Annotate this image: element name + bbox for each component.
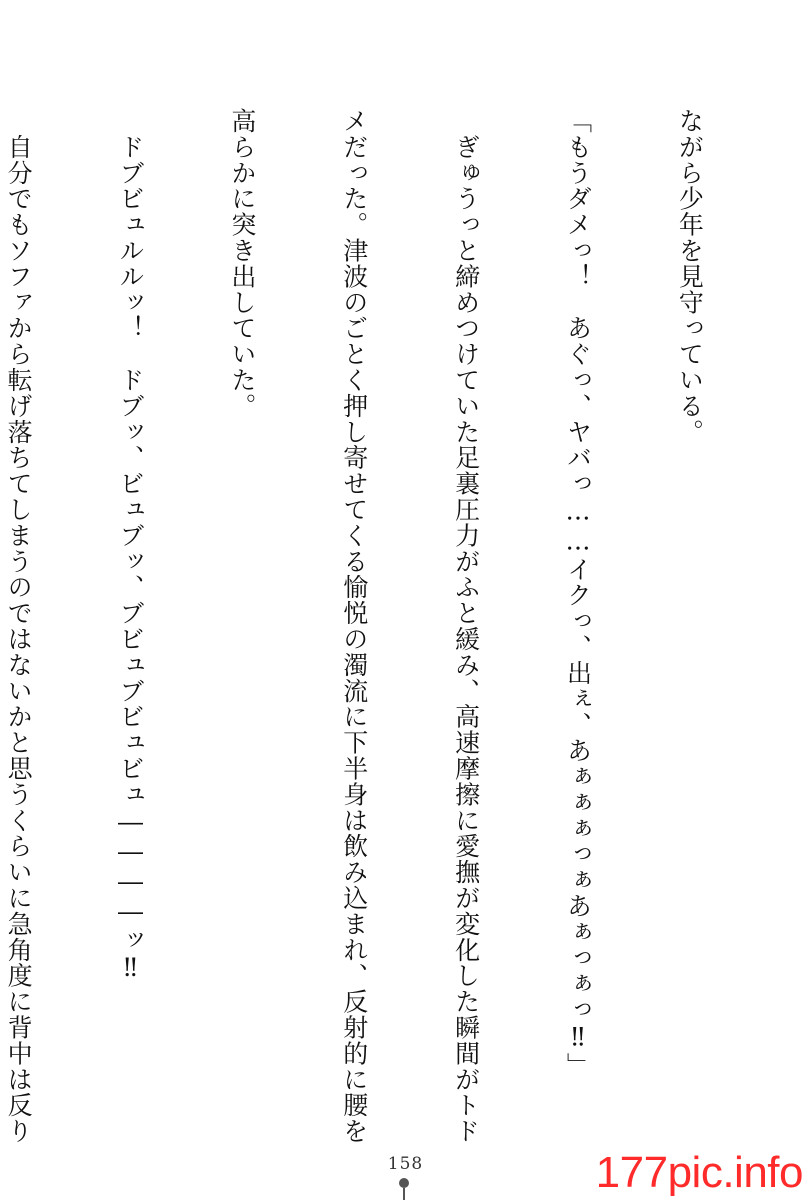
page-marker-icon	[397, 1176, 411, 1200]
marker-dot	[399, 1178, 409, 1188]
watermark-text: 177pic.info	[595, 1148, 803, 1197]
novel-body-text	[0, 108, 783, 1144]
marker-stem	[403, 1188, 405, 1200]
text-line-4: メだった。津波のごとく押し寄せてくる愉悦の濁流に下半身は飲み込まれ、反射的に腰を	[339, 108, 369, 1144]
text-line-1: ながら少年を見守っている。	[675, 108, 705, 445]
text-line-2: 「もうダメっ！ あぐっ、ヤバっ……イクっ、出ぇ、あぁぁぁっぁあぁっぁっ‼」	[563, 108, 593, 1079]
page-number: 158	[387, 1154, 424, 1174]
text-line-7: 自分でもソファから転げ落ちてしまうのではないかと思うくらいに急角度に背中は反り	[4, 108, 34, 1144]
text-line-3: ぎゅうっと締めつけていた足裏圧力がふと緩み、高速摩擦に愛撫が変化した瞬間がトド	[451, 108, 481, 1144]
text-line-6: ドブビュルルッ！ ドブッ、ビュブッ、ブビュブビュビュ――――ッ‼	[115, 108, 145, 983]
text-line-5: 高らかに突き出していた。	[227, 108, 257, 419]
